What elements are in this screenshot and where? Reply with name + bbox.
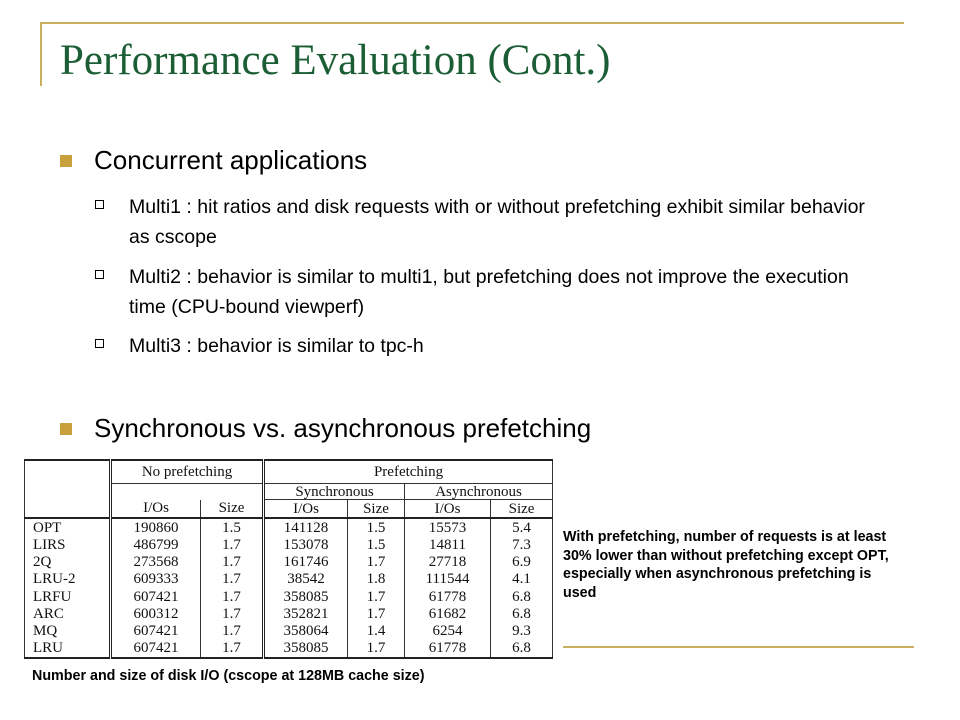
- hollow-square-bullet-icon: [95, 270, 104, 279]
- square-bullet-icon: [60, 155, 72, 167]
- disk-io-table: [24, 459, 552, 659]
- hollow-square-bullet-icon: [95, 339, 104, 348]
- header-blank-cell: [111, 484, 264, 500]
- table-row: [25, 518, 553, 536]
- algorithm-cell: LRU: [25, 640, 111, 658]
- bullet-text: Synchronous vs. asynchronous prefetching: [94, 413, 592, 443]
- table-row: [25, 571, 553, 588]
- np-ios-cell: 273568: [111, 554, 201, 571]
- async-ios-cell: 6254: [405, 622, 491, 639]
- col-header-size: Size: [491, 500, 553, 519]
- bullet-text: Concurrent applications: [94, 145, 368, 175]
- top-decor-rule: [40, 22, 904, 24]
- sync-size-cell: 1.5: [348, 518, 405, 536]
- table-caption: Number and size of disk I/O (cscope at 128MB cache size): [32, 668, 425, 684]
- async-size-cell: 9.3: [491, 622, 553, 639]
- np-size-cell: 1.5: [201, 518, 264, 536]
- np-ios-cell: 607421: [111, 588, 201, 605]
- np-size-cell: 1.7: [201, 588, 264, 605]
- async-size-cell: 6.8: [491, 588, 553, 605]
- async-ios-cell: 61778: [405, 640, 491, 658]
- async-ios-cell: 14811: [405, 536, 491, 553]
- bullet-concurrent-applications: [60, 145, 367, 176]
- np-size-cell: 1.7: [201, 571, 264, 588]
- algorithm-cell: LRU-2: [25, 571, 111, 588]
- col-header-ios: I/Os: [405, 500, 491, 519]
- sync-size-cell: 1.7: [348, 588, 405, 605]
- square-bullet-icon: [60, 423, 72, 435]
- async-size-cell: 6.8: [491, 605, 553, 622]
- np-size-cell: 1.7: [201, 536, 264, 553]
- np-ios-cell: 600312: [111, 605, 201, 622]
- left-decor-rule: [40, 22, 42, 86]
- sync-ios-cell: 358064: [264, 622, 348, 639]
- np-size-cell: 1.7: [201, 640, 264, 658]
- table-row: [25, 605, 553, 622]
- async-ios-cell: 61682: [405, 605, 491, 622]
- algorithm-cell: OPT: [25, 518, 111, 536]
- async-size-cell: 6.9: [491, 554, 553, 571]
- sync-ios-cell: 38542: [264, 571, 348, 588]
- header-no-prefetching: No prefetching: [111, 460, 264, 484]
- hollow-square-bullet-icon: [95, 200, 104, 209]
- sync-size-cell: 1.7: [348, 554, 405, 571]
- col-header-ios: I/Os: [264, 500, 348, 519]
- slide-title: Performance Evaluation (Cont.): [60, 37, 611, 84]
- sync-size-cell: 1.8: [348, 571, 405, 588]
- header-blank-cell: [25, 460, 111, 484]
- header-synchronous: Synchronous: [264, 484, 405, 500]
- sync-size-cell: 1.7: [348, 605, 405, 622]
- async-size-cell: 4.1: [491, 571, 553, 588]
- np-ios-cell: 486799: [111, 536, 201, 553]
- sync-ios-cell: 352821: [264, 605, 348, 622]
- np-size-cell: 1.7: [201, 554, 264, 571]
- col-header-size: Size: [348, 500, 405, 519]
- sync-ios-cell: 153078: [264, 536, 348, 553]
- async-size-cell: 5.4: [491, 518, 553, 536]
- subbullet-text: Multi2 : behavior is similar to multi1, but prefetching does not improve the execution time (CPU-bound viewperf): [129, 266, 849, 318]
- algorithm-cell: ARC: [25, 605, 111, 622]
- async-ios-cell: 27718: [405, 554, 491, 571]
- col-header-ios: I/Os: [111, 500, 201, 519]
- np-ios-cell: 607421: [111, 622, 201, 639]
- async-ios-cell: 61778: [405, 588, 491, 605]
- table-row: [25, 536, 553, 553]
- algorithm-cell: MQ: [25, 622, 111, 639]
- async-size-cell: 7.3: [491, 536, 553, 553]
- bottom-decor-rule: [563, 646, 914, 648]
- sync-ios-cell: 161746: [264, 554, 348, 571]
- sync-size-cell: 1.5: [348, 536, 405, 553]
- table-row: [25, 588, 553, 605]
- async-size-cell: 6.8: [491, 640, 553, 658]
- header-blank-cell: [25, 484, 111, 500]
- subbullet-multi2: [95, 262, 875, 322]
- subbullet-text: Multi3 : behavior is similar to tpc-h: [129, 335, 424, 357]
- table-row: [25, 554, 553, 571]
- np-size-cell: 1.7: [201, 622, 264, 639]
- subbullet-text: Multi1 : hit ratios and disk requests with or without prefetching exhibit similar behavior as cscope: [129, 196, 865, 248]
- header-blank-cell: [25, 500, 111, 519]
- sync-ios-cell: 358085: [264, 640, 348, 658]
- bullet-sync-vs-async: [60, 413, 591, 444]
- subbullet-multi3: [95, 331, 875, 361]
- np-ios-cell: 607421: [111, 640, 201, 658]
- table-row: [25, 622, 553, 639]
- subbullet-multi1: [95, 192, 875, 252]
- col-header-size: Size: [201, 500, 264, 519]
- async-ios-cell: 15573: [405, 518, 491, 536]
- header-asynchronous: Asynchronous: [405, 484, 553, 500]
- algorithm-cell: LRFU: [25, 588, 111, 605]
- prefetching-note: With prefetching, number of requests is at least 30% lower than without prefetching except OPT, especially when asynchronous prefetching is used: [563, 529, 889, 601]
- async-ios-cell: 111544: [405, 571, 491, 588]
- sync-size-cell: 1.4: [348, 622, 405, 639]
- algorithm-cell: 2Q: [25, 554, 111, 571]
- sync-ios-cell: 141128: [264, 518, 348, 536]
- algorithm-cell: LIRS: [25, 536, 111, 553]
- np-ios-cell: 609333: [111, 571, 201, 588]
- sync-ios-cell: 358085: [264, 588, 348, 605]
- np-ios-cell: 190860: [111, 518, 201, 536]
- sync-size-cell: 1.7: [348, 640, 405, 658]
- header-prefetching: Prefetching: [264, 460, 553, 484]
- np-size-cell: 1.7: [201, 605, 264, 622]
- table-row: [25, 640, 553, 658]
